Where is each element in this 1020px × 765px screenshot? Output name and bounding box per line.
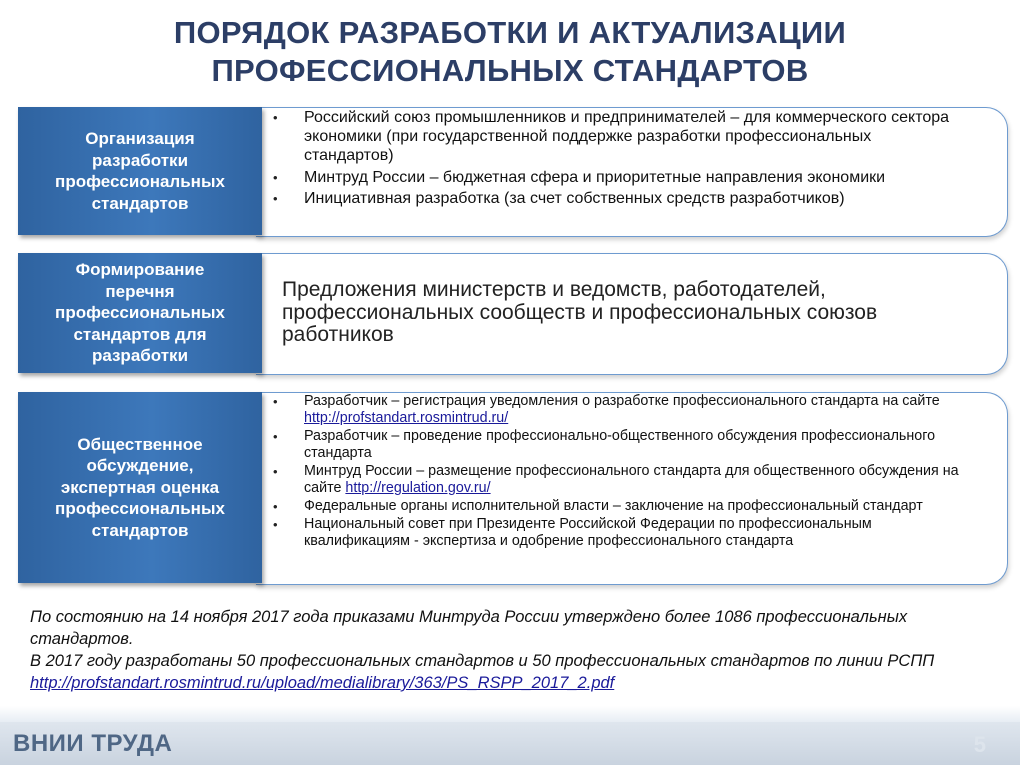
section-public-discussion [18,392,1008,583]
note-line-2: В 2017 году разработаны 50 профессиональных стандартов и 50 профессиональных стандартов по линии РСПП [30,652,935,670]
section-organization [18,107,1008,235]
list-item [256,498,977,515]
list-item-text: Минтруд России – размещение профессионального стандарта для общественного обсуждения на сайте [304,463,959,496]
title-line-2: ПРОФЕССИОНАЛЬНЫХ СТАНДАРТОВ [211,53,809,88]
list-item [256,428,977,462]
status-note [30,606,1005,694]
list-item: • Минтруд России – бюджетная сфера и приоритетные направления экономики [256,168,959,187]
list-item-text: Федеральные органы исполнительной власти – заключение на профессиональный стандарт [304,498,923,514]
footer-logo: ВНИИ ТРУДА [13,730,173,757]
list-item-text: Разработчик – регистрация уведомления о разработке профессионального стандарта на сайте [304,393,940,409]
list-item-text: Национальный совет при Президенте Российской Федерации по профессиональным квалификациям - экспертиза и одобрение профессионального стандарта [304,516,872,549]
bullet-list [256,108,1007,208]
section-label-box [18,392,262,583]
list-item: • Инициативная разработка (за счет собственных средств разработчиков) [256,189,959,208]
title-line-1: ПОРЯДОК РАЗРАБОТКИ И АКТУАЛИЗАЦИИ [173,15,847,50]
list-item [256,516,977,550]
section-label: Организация разработки профессиональных стандартов [55,129,225,213]
section-content-box [256,253,1008,375]
list-item [256,393,977,427]
section-list-forming [18,253,1008,373]
page-number: 5 [973,732,986,757]
regulation-link[interactable]: http://regulation.gov.ru/ [345,480,491,496]
page-title [0,14,1020,90]
section-label: Общественное обсуждение, экспертная оценка профессиональных стандартов [55,434,225,540]
section-label-box [18,107,262,235]
list-item [256,463,977,497]
list-item-text: Разработчик – проведение профессионально-общественного обсуждения профессионального стандарта [304,428,936,461]
section-label-box [18,253,262,373]
list-item: • Российский союз промышленников и предпринимателей – для коммерческого сектора экономики (при государственной поддержке разработки профессиональных стандартов) [256,108,959,165]
section-label: Формирование перечня профессиональных стандартов для разработки [55,260,225,366]
note-line-1: По состоянию на 14 ноября 2017 года приказами Минтруда России утверждено более 1086 профессиональных стандартов. [30,608,908,648]
section-content-box [256,392,1008,585]
bullet-list [256,393,1007,550]
footer-strip [0,706,1020,722]
section-content-box [256,107,1008,237]
report-pdf-link[interactable]: http://profstandart.rosmintrud.ru/upload/medialibrary/363/PS_RSPP_2017_2.pdf [30,674,615,692]
profstandart-link[interactable]: http://profstandart.rosmintrud.ru/ [304,410,509,426]
section-text: Предложения министерств и ведомств, работодателей, профессиональных сообществ и профессиональных союзов работников [282,278,878,346]
